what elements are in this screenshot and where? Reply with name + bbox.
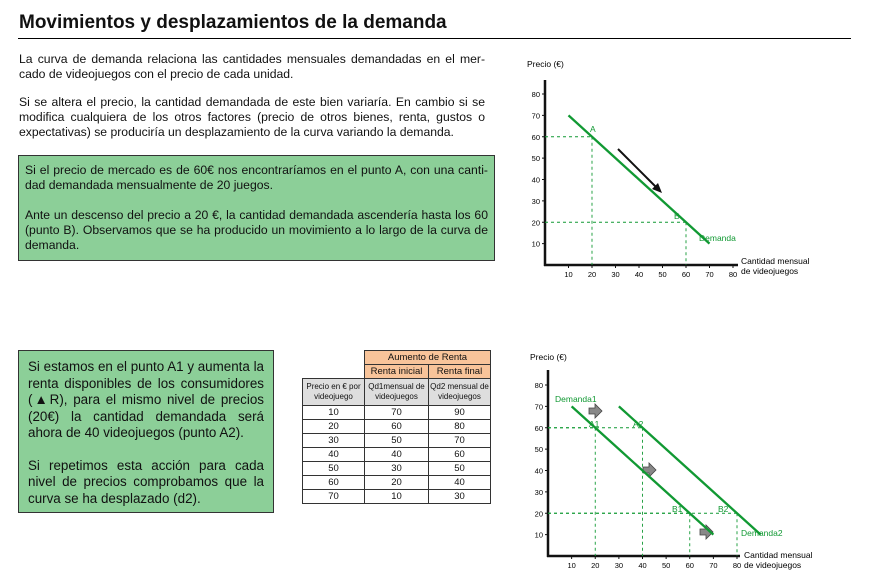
chart1-x-axis-label-line2: de videojuegos	[741, 266, 799, 276]
initial-income-header: Renta inicial	[365, 365, 429, 379]
x-tick-label: 70	[705, 270, 714, 279]
table-cell: 50	[429, 462, 491, 476]
point-b-label: B	[674, 211, 680, 221]
x-tick-label: 60	[685, 561, 694, 570]
table-cell: 40	[429, 476, 491, 490]
movement-text-2: Ante un descenso del precio a 20 €, la cantidad demandada ascendería hasta los 60 (punto B). Observamos que se ha producido un movimiento a lo largo de la curva de demanda.	[25, 208, 488, 252]
table-cell: 70	[303, 490, 365, 504]
table-cell: 70	[365, 406, 429, 420]
final-income-header: Renta final	[429, 365, 491, 379]
table-cell: 20	[303, 420, 365, 434]
point-b2-label: B2	[718, 504, 729, 514]
table-cell: 60	[429, 448, 491, 462]
table-cell: 40	[303, 448, 365, 462]
point-b1-label: B1	[672, 504, 683, 514]
table-cell: 40	[365, 448, 429, 462]
x-tick-label: 70	[709, 561, 718, 570]
demand1-label: Demanda1	[555, 394, 597, 404]
x-tick-label: 40	[638, 561, 647, 570]
x-tick-label: 30	[611, 270, 620, 279]
table-cell: 30	[365, 462, 429, 476]
x-tick-label: 50	[658, 270, 667, 279]
y-tick-label: 60	[531, 132, 540, 142]
y-tick-label: 30	[531, 196, 540, 206]
y-tick-label: 10	[531, 239, 540, 249]
intro-paragraph-1: La curva de demanda relaciona las cantidades mensuales demandadas en el mer-cado de videojuegos con el precio de cada unidad.	[19, 52, 485, 81]
y-tick-label: 50	[531, 154, 540, 164]
income-increase-header: Aumento de Renta	[365, 351, 491, 365]
x-tick-label: 30	[614, 561, 624, 570]
point-a1-label: A1	[589, 419, 600, 429]
x-tick-label: 60	[681, 270, 691, 279]
price-column-header: Precio en € por videojuego	[303, 379, 365, 406]
chart1-x-axis-label-line1: Cantidad mensual	[741, 256, 810, 266]
movement-text-1: Si el precio de mercado es de 60€ nos encontraríamos en el punto A, con una canti-dad demandada mensualmente de 20 juegos.	[25, 163, 488, 192]
y-tick-label: 40	[534, 466, 543, 476]
y-tick-label: 70	[534, 402, 543, 412]
chart2-x-axis-label-line1: Cantidad mensual	[744, 550, 813, 560]
table-cell: 20	[365, 476, 429, 490]
x-tick-label: 80	[728, 270, 738, 279]
chart2-y-axis-label: Precio (€)	[530, 352, 567, 362]
demand-curve-label: Demanda	[699, 233, 736, 243]
point-a2-label: A2	[633, 419, 644, 429]
y-tick-label: 50	[534, 445, 543, 455]
shift-text-1: Si estamos en el punto A1 y aumenta la renta disponibles de los consumidores (▲R), para el mismo nivel de precios (20€) la cantidad demandada será ahora de 40 videojuegos (punto A2).	[28, 359, 264, 440]
chart1-y-axis-label: Precio (€)	[527, 59, 564, 69]
x-tick-label: 20	[591, 561, 600, 570]
table-cell: 10	[303, 406, 365, 420]
y-tick-label: 60	[534, 423, 543, 433]
point-a-label: A	[590, 124, 596, 134]
qd2-column-header: Qd2 mensual de videojuegos	[429, 379, 491, 406]
x-tick-label: 20	[587, 270, 597, 279]
x-tick-label: 80	[732, 561, 742, 570]
table-cell: 10	[365, 490, 429, 504]
shift-arrow-icon	[589, 404, 602, 418]
table-cell: 70	[429, 434, 491, 448]
table-cell: 50	[303, 462, 365, 476]
table-cell: 60	[365, 420, 429, 434]
page-title: Movimientos y desplazamientos de la demanda	[19, 12, 447, 33]
y-tick-label: 20	[531, 218, 540, 228]
y-tick-label: 30	[534, 487, 543, 497]
y-tick-label: 70	[531, 111, 540, 121]
shift-arrow-icon	[643, 463, 656, 477]
y-tick-label: 10	[534, 530, 543, 540]
x-tick-label: 10	[564, 270, 573, 279]
y-tick-label: 80	[531, 90, 540, 99]
intro-paragraph-2: Si se altera el precio, la cantidad demandada de este bien variaría. En cambio si se modifica cualquiera de los otros factores (precio de otros bienes, renta, gustos o expectativas) se produciría un desplazamiento de la curva variando la demanda.	[19, 95, 485, 139]
table-cell: 60	[303, 476, 365, 490]
chart2-x-axis-label-line2: de videojuegos	[744, 560, 802, 570]
demand2-label: Demanda2	[741, 528, 783, 538]
table-cell: 30	[303, 434, 365, 448]
qd1-column-header: Qd1mensual de videojuegos	[365, 379, 429, 406]
y-tick-label: 40	[531, 175, 540, 185]
y-tick-label: 80	[534, 381, 543, 390]
table-cell: 30	[429, 490, 491, 504]
table-cell: 80	[429, 420, 491, 434]
shift-text-2: Si repetimos esta acción para cada nivel de precios comprobamos que la curva se ha desplazado (d2).	[28, 457, 264, 506]
y-tick-label: 20	[534, 509, 543, 519]
x-tick-label: 50	[661, 561, 671, 570]
x-tick-label: 10	[567, 561, 576, 570]
table-cell: 50	[365, 434, 429, 448]
x-tick-label: 40	[634, 270, 644, 279]
table-cell: 90	[429, 406, 491, 420]
